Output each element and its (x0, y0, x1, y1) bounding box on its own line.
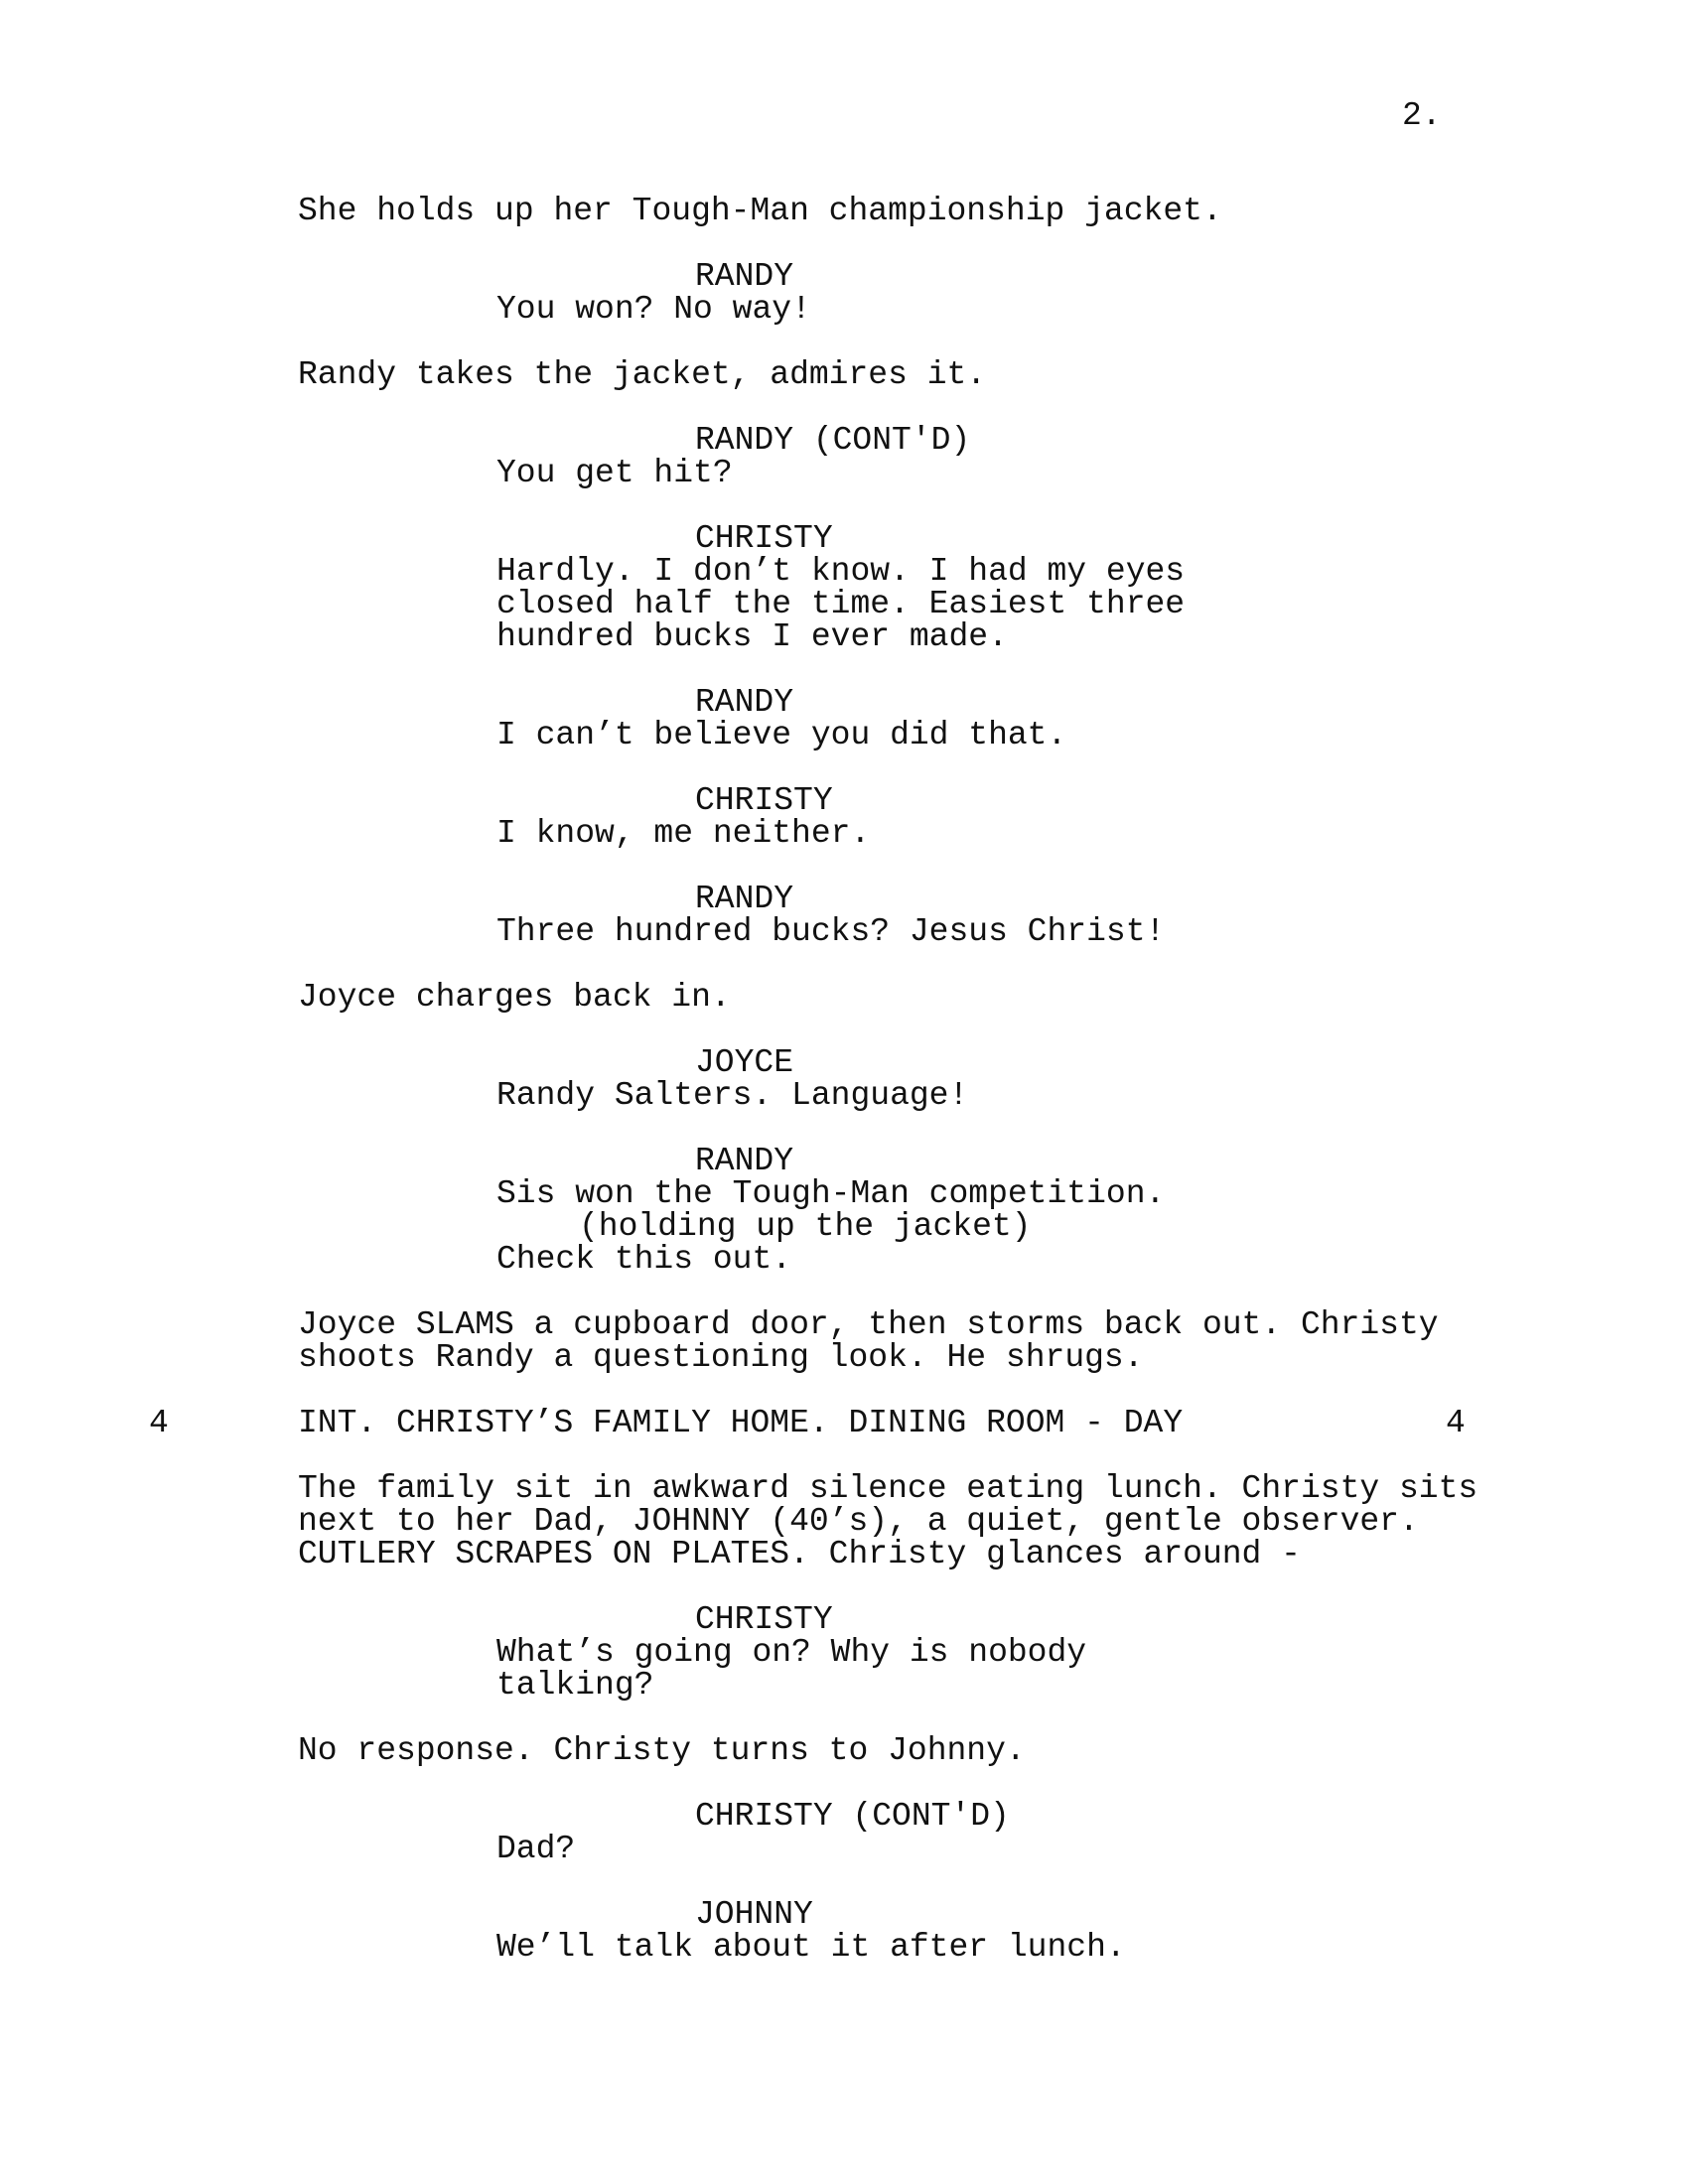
action-line: CUTLERY SCRAPES ON PLATES. Christy glances around - (298, 1536, 1301, 1572)
character-name: CHRISTY (CONT'D) (695, 1798, 1010, 1835)
scene-number-right: 4 (1446, 1405, 1466, 1441)
character-name: RANDY (CONT'D) (695, 422, 971, 459)
action-line: Randy takes the jacket, admires it. (298, 356, 987, 393)
dialogue-line: I can’t believe you did that. (496, 717, 1067, 753)
character-name: JOHNNY (695, 1896, 813, 1933)
dialogue-line: Hardly. I don’t know. I had my eyes (496, 553, 1186, 590)
action-line: The family sit in awkward silence eating lunch. Christy sits (298, 1470, 1478, 1507)
parenthetical: (holding up the jacket) (579, 1208, 1032, 1245)
action-line: Joyce charges back in. (298, 979, 731, 1016)
character-name: JOYCE (695, 1044, 794, 1081)
dialogue-line: Dad? (496, 1831, 576, 1867)
character-name: RANDY (695, 881, 794, 917)
page-number: 2. (1402, 97, 1442, 134)
dialogue-line: Sis won the Tough-Man competition. (496, 1175, 1166, 1212)
scene-number-left: 4 (149, 1405, 169, 1441)
scene-heading: INT. CHRISTY’S FAMILY HOME. DINING ROOM - DAY (298, 1405, 1184, 1441)
dialogue-line: Randy Salters. Language! (496, 1077, 969, 1114)
character-name: RANDY (695, 684, 794, 721)
action-line: She holds up her Tough-Man championship jacket. (298, 193, 1222, 229)
dialogue-line: Check this out. (496, 1241, 792, 1278)
action-line: next to her Dad, JOHNNY (40’s), a quiet, gentle observer. (298, 1503, 1419, 1540)
dialogue-line: We’ll talk about it after lunch. (496, 1929, 1126, 1966)
dialogue-line: hundred bucks I ever made. (496, 618, 1008, 655)
character-name: RANDY (695, 1143, 794, 1179)
dialogue-line: I know, me neither. (496, 815, 871, 852)
action-line: shoots Randy a questioning look. He shrugs. (298, 1339, 1144, 1376)
dialogue-line: Three hundred bucks? Jesus Christ! (496, 913, 1166, 950)
character-name: CHRISTY (695, 520, 833, 557)
character-name: CHRISTY (695, 782, 833, 819)
dialogue-line: talking? (496, 1667, 654, 1704)
action-line: No response. Christy turns to Johnny. (298, 1732, 1026, 1769)
character-name: RANDY (695, 258, 794, 295)
character-name: CHRISTY (695, 1601, 833, 1638)
dialogue-line: You get hit? (496, 455, 733, 491)
dialogue-line: closed half the time. Easiest three (496, 586, 1186, 622)
dialogue-line: What’s going on? Why is nobody (496, 1634, 1087, 1671)
dialogue-line: You won? No way! (496, 291, 811, 328)
action-line: Joyce SLAMS a cupboard door, then storms back out. Christy (298, 1306, 1439, 1343)
